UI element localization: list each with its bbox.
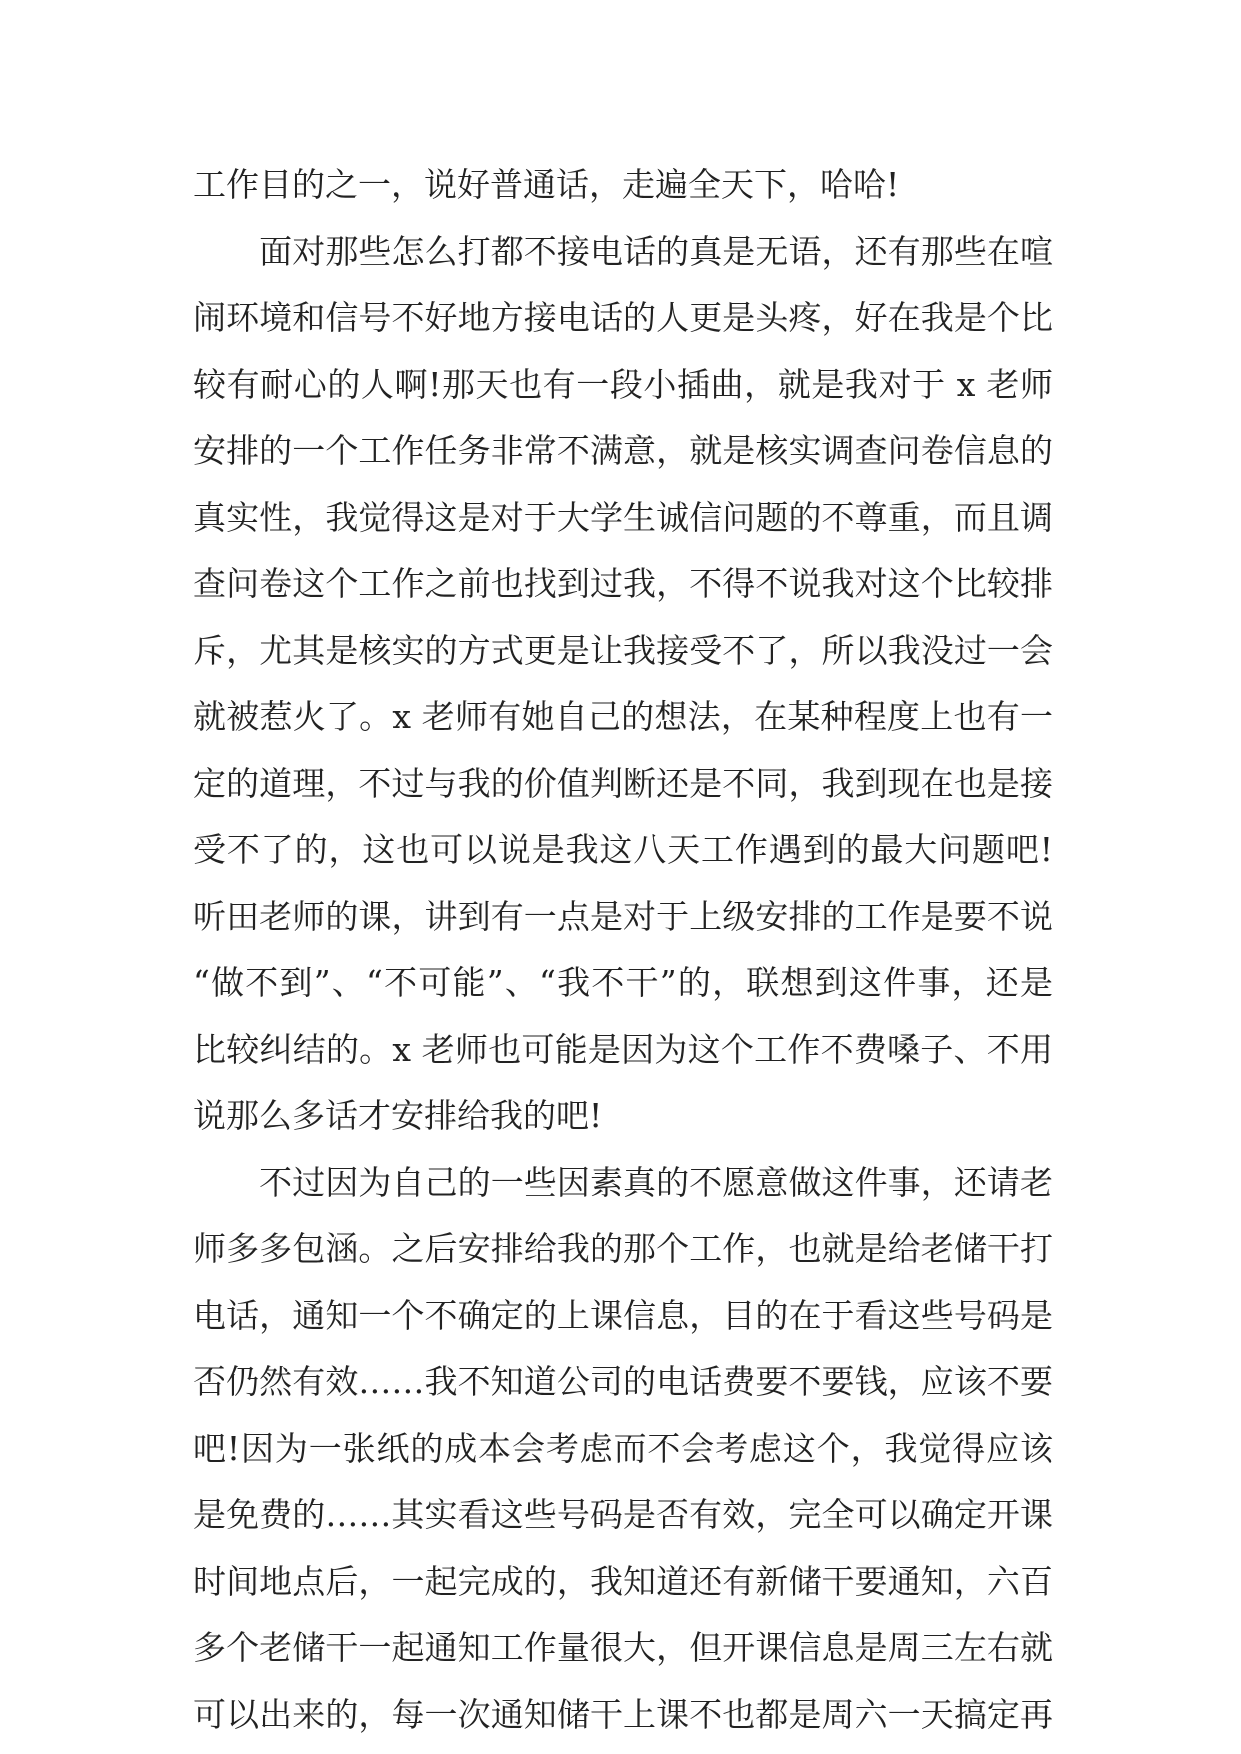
text-line: 面对那些怎么打都不接电话的真是无语，还有那些在喧 xyxy=(193,231,1053,271)
text-line: 说那么多话才安排给我的吧! xyxy=(193,1096,603,1135)
text-line: “做不到”、“不可能”、“我不干”的，联想到这件事，还是 xyxy=(193,963,1053,1002)
text-line: 吧!因为一张纸的成本会考虑而不会考虑这个，我觉得应该 xyxy=(193,1428,1053,1468)
text-line: 是免费的……其实看这些号码是否有效，完全可以确定开课 xyxy=(193,1495,1053,1534)
text-line: 时间地点后，一起完成的，我知道还有新储干要通知，六百 xyxy=(193,1561,1053,1601)
body-text xyxy=(193,152,1053,1748)
text-line: 受不了的，这也可以说是我这八天工作遇到的最大问题吧! xyxy=(193,830,1053,869)
text-line: 电话，通知一个不确定的上课信息，目的在于看这些号码是 xyxy=(193,1295,1053,1335)
text-line: 斥，尤其是核实的方式更是让我接受不了，所以我没过一会 xyxy=(193,630,1053,670)
text-line: 听田老师的课，讲到有一点是对于上级安排的工作是要不说 xyxy=(193,896,1053,936)
text-line: 查问卷这个工作之前也找到过我，不得不说我对这个比较排 xyxy=(193,564,1053,603)
text-line: 定的道理，不过与我的价值判断还是不同，我到现在也是接 xyxy=(193,763,1053,803)
text-line: 多个老储干一起通知工作量很大，但开课信息是周三左右就 xyxy=(193,1628,1053,1667)
text-line: 不过因为自己的一些因素真的不愿意做这件事，还请老 xyxy=(193,1162,1053,1202)
text-line: 工作目的之一，说好普通话，走遍全天下，哈哈! xyxy=(193,165,900,204)
text-line: 较有耐心的人啊!那天也有一段小插曲，就是我对于 x 老师 xyxy=(193,364,1053,404)
text-line: 闹环境和信号不好地方接电话的人更是头疼，好在我是个比 xyxy=(193,298,1053,337)
text-line: 否仍然有效……我不知道公司的电话费要不要钱，应该不要 xyxy=(193,1362,1053,1401)
text-line: 安排的一个工作任务非常不满意，就是核实调查问卷信息的 xyxy=(193,431,1053,470)
text-line: 可以出来的，每一次通知储干上课不也都是周六一天搞定再 xyxy=(193,1694,1053,1734)
text-line: 师多多包涵。之后安排给我的那个工作，也就是给老储干打 xyxy=(193,1229,1053,1268)
text-line: 真实性，我觉得这是对于大学生诚信问题的不尊重，而且调 xyxy=(193,497,1053,537)
text-line: 就被惹火了。x 老师有她自己的想法，在某种程度上也有一 xyxy=(193,697,1053,736)
text-line: 比较纠结的。x 老师也可能是因为这个工作不费嗓子、不用 xyxy=(193,1029,1053,1069)
